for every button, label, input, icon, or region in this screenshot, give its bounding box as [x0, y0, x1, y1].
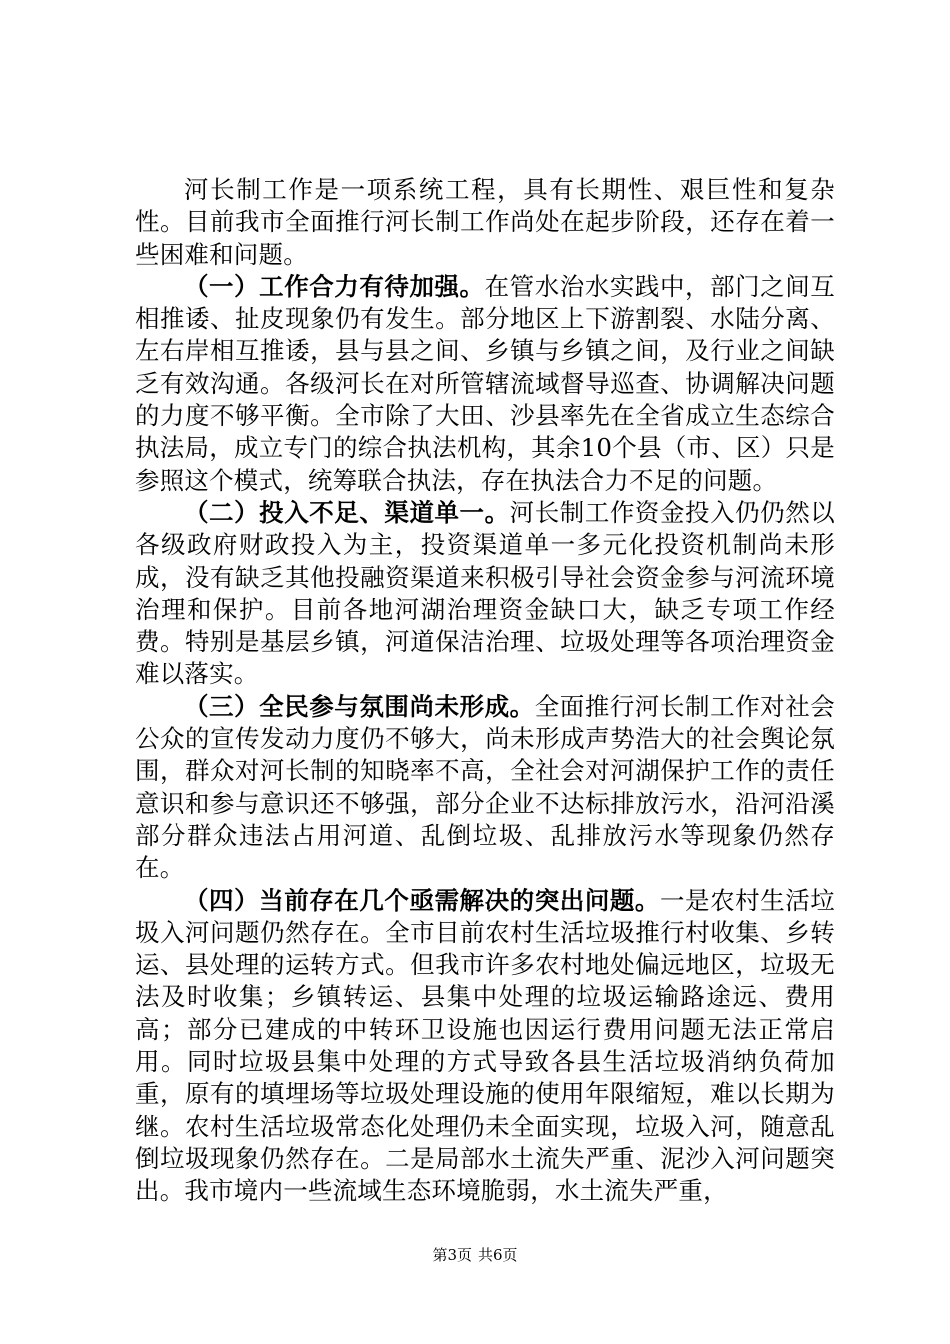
section-1-paragraph: [135, 271, 835, 497]
page-footer: [0, 1245, 950, 1265]
section-1-text: 在管水治水实践中，部门之间互相推诿、扯皮现象仍有发生。部分地区上下游割裂、水陆分离、左右岸相互推诿，县与县之间、乡镇与乡镇之间，及行业之间缺乏有效沟通。各级河长在对所管辖流域督导巡查、协调解决问题的力度不够平衡。全市除了大田、沙县率先在全省成立生态综合执法局，成立专门的综合执法机构，其余10个县（市、区）只是参照这个模式，统筹联合执法，存在执法合力不足的问题。: [135, 271, 835, 495]
section-4-heading: （四）当前存在几个亟需解决的突出问题。: [184, 885, 660, 915]
section-3-paragraph: [135, 691, 835, 885]
intro-paragraph: [135, 174, 835, 271]
section-3-heading: （三）全民参与氛围尚未形成。: [184, 691, 535, 721]
section-2-heading: （二）投入不足、渠道单一。: [184, 497, 510, 527]
section-4-text: 一是农村生活垃圾入河问题仍然存在。全市目前农村生活垃圾推行村收集、乡转运、县处理的运转方式。但我市许多农村地处偏远地区，垃圾无法及时收集；乡镇转运、县集中处理的垃圾运输路途远、费用高；部分已建成的中转环卫设施也因运行费用问题无法正常启用。同时垃圾县集中处理的方式导致各县生活垃圾消纳负荷加重，原有的填埋场等垃圾处理设施的使用年限缩短，难以长期为继。农村生活垃圾常态化处理仍未全面实现，垃圾入河，随意乱倒垃圾现象仍然存在。二是局部水土流失严重、泥沙入河问题突出。我市境内一些流域生态环境脆弱，水土流失严重，: [135, 885, 835, 1206]
paragraph-text: 河长制工作是一项系统工程，具有长期性、艰巨性和复杂性。目前我市全面推行河长制工作尚处在起步阶段，还存在着一些困难和问题。: [135, 175, 835, 269]
page-number: 第3页: [432, 1246, 472, 1264]
page-total: 共6页: [478, 1246, 518, 1264]
document-body: [135, 174, 835, 1208]
section-2-paragraph: [135, 497, 835, 691]
section-2-text: 河长制工作资金投入仍仍然以各级政府财政投入为主，投资渠道单一多元化投资机制尚未形成，没有缺乏其他投融资渠道来积极引导社会资金参与河流环境治理和保护。目前各地河湖治理资金缺口大，缺乏专项工作经费。特别是基层乡镇，河道保洁治理、垃圾处理等各项治理资金难以落实。: [135, 497, 835, 689]
section-1-heading: （一）工作合力有待加强。: [184, 271, 485, 301]
section-4-paragraph: [135, 885, 835, 1208]
section-3-text: 全面推行河长制工作对社会公众的宣传发动力度仍不够大，尚未形成声势浩大的社会舆论氛围，群众对河长制的知晓率不高，全社会对河湖保护工作的责任意识和参与意识还不够强，部分企业不达标排放污水，沿河沿溪部分群众违法占用河道、乱倒垃圾、乱排放污水等现象仍然存在。: [135, 691, 835, 883]
